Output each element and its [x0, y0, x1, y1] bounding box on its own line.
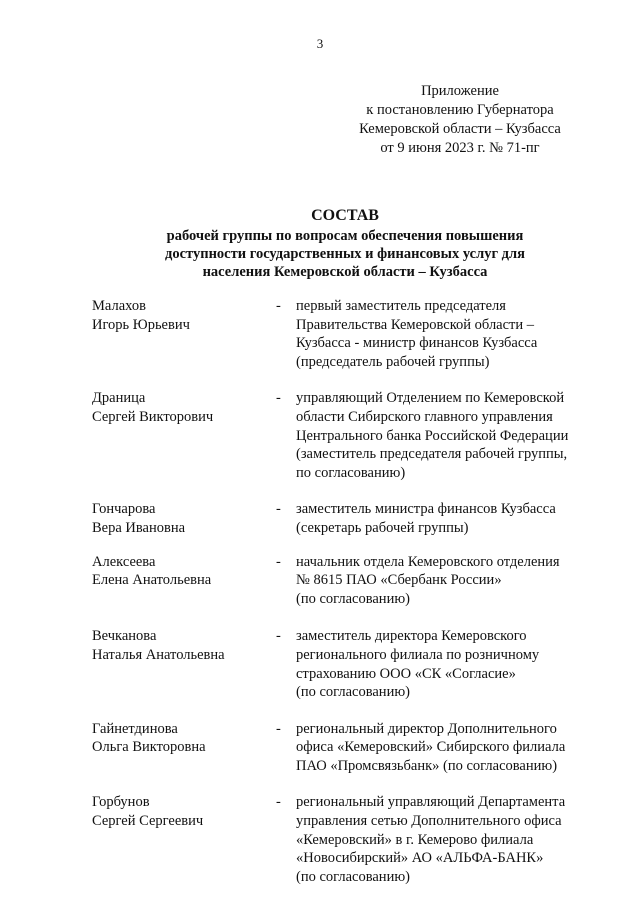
member-name [92, 793, 276, 830]
member-dash: - [276, 298, 281, 314]
role-line: начальник отдела Кемеровского отделения [296, 553, 560, 570]
appendix-line: к постановлению Губернатора [366, 102, 554, 118]
role-line: регионального филиала по розничному [296, 646, 540, 663]
role-line: страхованию ООО «СК «Согласие» [296, 665, 516, 682]
member-surname: Гончарова [92, 501, 156, 518]
appendix-line: Кемеровской области – Кузбасса [359, 121, 561, 137]
role-line: (заместитель председателя рабочей группы, [296, 446, 568, 463]
role-line: управляющий Отделением по Кемеровской [296, 390, 565, 407]
subtitle-line: населения Кемеровской области – Кузбасса [202, 264, 488, 280]
member-surname: Вечканова [92, 628, 157, 645]
appendix-line: от 9 июня 2023 г. № 71-пг [380, 140, 540, 156]
member-given-names: Сергей Викторович [92, 408, 214, 425]
member-name [92, 389, 276, 426]
role-line: управления сетью Дополнительного офиса [296, 813, 562, 830]
role-line: «Кемеровский» в г. Кемерово филиала [296, 831, 534, 848]
member-dash: - [276, 390, 281, 407]
document-title-block [90, 206, 600, 281]
member-name [92, 297, 276, 334]
member-surname: Драница [92, 390, 146, 407]
member-name [92, 720, 276, 757]
role-line: ПАО «Промсвязьбанк» (по согласованию) [296, 757, 558, 774]
member-role [296, 553, 612, 609]
role-line: по согласованию) [296, 464, 406, 481]
role-line: (председатель рабочей группы) [296, 353, 490, 370]
page-number: 3 [316, 36, 324, 51]
member-surname: Горбунов [92, 794, 150, 811]
role-line: региональный директор Дополнительного [296, 720, 557, 737]
member-dash: - [276, 628, 281, 645]
role-line: № 8615 ПАО «Сбербанк России» [296, 572, 502, 589]
role-line: (по согласованию) [296, 684, 410, 701]
member-role [296, 720, 612, 776]
member-given-names: Елена Анатольевна [92, 572, 212, 589]
member-surname: Гайнетдинова [92, 720, 178, 737]
member-role [296, 500, 612, 537]
role-line: Правительства Кемеровской области – [296, 316, 535, 333]
member-role [296, 389, 612, 482]
member-role [296, 627, 612, 701]
role-line: (по согласованию) [296, 868, 410, 885]
role-line: офиса «Кемеровский» Сибирского филиала [296, 739, 566, 756]
role-line: (секретарь рабочей группы) [296, 519, 469, 536]
role-line: области Сибирского главного управления [296, 408, 553, 425]
member-role [296, 793, 612, 886]
role-line: «Новосибирский» АО «АЛЬФА-БАНК» [296, 850, 544, 867]
member-surname: Алексеева [92, 553, 156, 570]
appendix-block [340, 82, 580, 158]
role-line: Центрального банка Российской Федерации [296, 427, 569, 444]
role-line: заместитель директора Кемеровского [296, 628, 527, 645]
member-role [296, 297, 612, 371]
member-surname: Малахов [92, 298, 146, 314]
member-given-names: Наталья Анатольевна [92, 646, 225, 663]
role-line: региональный управляющий Департамента [296, 794, 566, 811]
document-subtitle [90, 227, 600, 281]
member-given-names: Игорь Юрьевич [92, 316, 190, 333]
member-given-names: Ольга Викторовна [92, 739, 206, 756]
member-entry [92, 793, 612, 886]
member-name [92, 500, 276, 537]
role-line: первый заместитель председателя [296, 298, 506, 314]
appendix-line: Приложение [421, 83, 499, 99]
members-list [92, 297, 612, 886]
member-dash: - [276, 720, 281, 737]
member-entry [92, 297, 612, 371]
member-entry [92, 720, 612, 776]
member-dash: - [276, 553, 281, 570]
role-line: Кузбасса - министр финансов Кузбасса [296, 335, 538, 352]
member-entry [92, 553, 612, 609]
member-entry [92, 627, 612, 701]
member-entry [92, 389, 612, 482]
subtitle-line: рабочей группы по вопросам обеспечения повышения [166, 228, 524, 244]
member-given-names: Сергей Сергеевич [92, 813, 204, 830]
document-title: СОСТАВ [311, 207, 379, 224]
role-line: заместитель министра финансов Кузбасса [296, 501, 556, 518]
member-dash: - [276, 501, 281, 518]
member-dash: - [276, 794, 281, 811]
member-name [92, 553, 276, 590]
subtitle-line: доступности государственных и финансовых услуг для [165, 246, 525, 262]
member-name [92, 627, 276, 664]
member-entry [92, 500, 612, 537]
member-given-names: Вера Ивановна [92, 519, 186, 536]
role-line: (по согласованию) [296, 590, 410, 607]
